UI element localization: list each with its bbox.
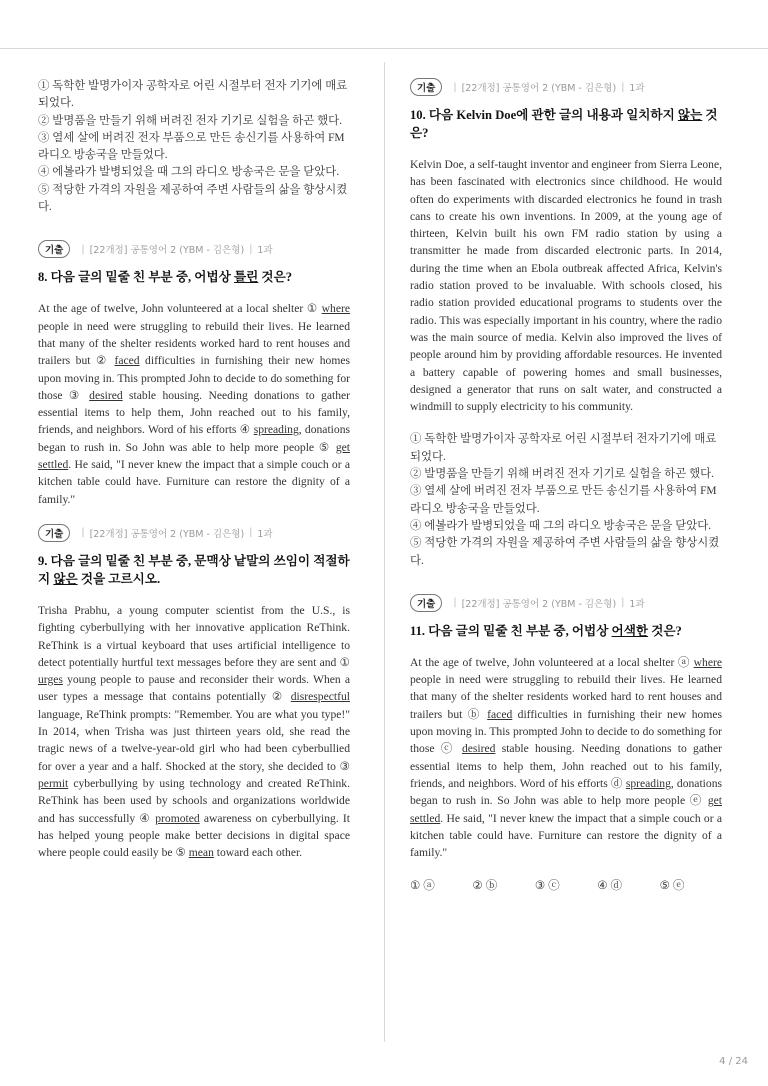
q8-title: 8. 다음 글의 밑줄 친 부분 중, 어법상 틀린 것은? <box>38 270 293 285</box>
left-column <box>38 78 350 877</box>
option-1: ① 독학한 발명가이자 공학자로 어린 시절부터 전자기기에 매료되었다. <box>410 433 717 463</box>
q7-options <box>38 78 350 216</box>
curriculum-label: [22개정] <box>461 598 500 610</box>
textbook-label: 공통영어 2 (YBM - 김은형) <box>502 83 617 94</box>
choice-1[interactable]: ① ⓐ <box>410 879 435 893</box>
q8-source-tag: 기출 | [22개정] 공통영어 2 (YBM - 김은형) | 1과 <box>38 240 350 258</box>
q9-passage: Trisha Prabhu, a young computer scientist from the U.S., is fighting cyberbullying with her innovative application ReThink. ReThink is a virtual keyboard that uses artificial intelligence to detect potentially hurtful text messages before they are sent and ① urges young people to pause and reconsider their words. When a user types a message that contains potentially ② disrespectful language, ReThink prompts: "Remember. You are what you type!" In 2014, when Trisha was just thirteen years old, she read the tragic news of a twelve-year-old girl who had been cyberbullied for over a year and a half. Shocked at the story, she decided to ③ permit cyberbullying by using technology and created ReThink. ReThink has been used by schools and organizations worldwide and has successfully ④ promoted awareness on cyberbullying. It has helped young people make better decisions in digital space where people could easily be ⑤ mean toward each other. <box>38 603 350 860</box>
exam-badge: 기출 <box>38 524 70 542</box>
q10-passage: Kelvin Doe, a self-taught inventor and engineer from Sierra Leone, has been fascinated with electronics since childhood. He would often do experiments with discarded electronics he found in trash cans to create his own inventions. In 2009, at the young age of thirteen, Kelvin built his own FM radio station by using a transmitter he made from discarded electronic parts. In 2014, during the time when an Ebola outbreak affected Africa, Kelvin's radio station proved to be invaluable. With schools closed, his radio station provided educational programs to students over the radio. This was especially important in his country, where the radio was the main source of media. Kelvin also improved the lives of people around him by providing affordable resources. He invented a battery capable of powering homes and small businesses, designed a generator that runs on salt water, and constructed a windmill to supply electricity to his community. <box>410 158 722 414</box>
choice-3[interactable]: ③ ⓒ <box>534 879 560 893</box>
option-3: ③ 열세 살에 버려진 전자 부품으로 만든 송신기를 사용하여 FM 라디오 방송국을 만들었다. <box>410 485 717 515</box>
lesson-label: 1과 <box>629 598 645 610</box>
q9-source-tag: 기출 | [22개정] 공통영어 2 (YBM - 김은형) | 1과 <box>38 524 350 542</box>
option-4: ④ 에볼라가 발병되었을 때 그의 라디오 방송국은 문을 닫았다. <box>38 166 340 179</box>
textbook-label: 공통영어 2 (YBM - 김은형) <box>502 598 617 610</box>
exam-badge: 기출 <box>410 594 442 612</box>
q10-options <box>410 431 722 569</box>
exam-badge: 기출 <box>410 78 442 96</box>
option-5: ⑤ 적당한 가격의 자원을 제공하여 주변 사람들의 삶을 향상시켰다. <box>38 183 348 214</box>
option-2: ② 발명품을 만들기 위해 버려진 전자 기기로 실험을 하곤 했다. <box>38 114 342 127</box>
curriculum-label: [22개정] <box>461 83 500 94</box>
q11-source-tag: 기출 | [22개정] 공통영어 2 (YBM - 김은형) | 1과 <box>410 594 722 612</box>
q11-choices <box>410 877 722 893</box>
lesson-label: 1과 <box>629 83 645 94</box>
exam-badge: 기출 <box>38 240 70 258</box>
textbook-label: 공통영어 2 (YBM - 김은형) <box>130 245 245 257</box>
textbook-label: 공통영어 2 (YBM - 김은형) <box>130 528 245 540</box>
header-divider <box>0 48 768 49</box>
column-divider <box>384 62 385 1042</box>
choice-5[interactable]: ⑤ ⓔ <box>659 879 685 893</box>
option-1: ① 독학한 발명가이자 공학자로 어린 시절부터 전자 기기에 매료되었다. <box>38 80 348 110</box>
page-number: 4 / 24 <box>719 1056 748 1067</box>
option-4: ④ 에볼라가 발병되었을 때 그의 라디오 방송국은 문을 닫았다. <box>410 519 712 532</box>
curriculum-label: [22개정] <box>89 528 128 540</box>
right-column <box>410 78 722 893</box>
choice-4[interactable]: ④ ⓓ <box>597 879 623 893</box>
q11-title: 11. 다음 글의 밑줄 친 부분 중, 어법상 어색한 것은? <box>410 623 682 638</box>
q10-title: 10. 다음 Kelvin Doe에 관한 글의 내용과 일치하지 않는 것은? <box>410 108 718 140</box>
q10-source-tag: 기출 | [22개정] 공통영어 2 (YBM - 김은형) | 1과 <box>410 78 722 96</box>
curriculum-label: [22개정] <box>89 245 128 257</box>
q8-passage: At the age of twelve, John volunteered at a local shelter ① where people in need were struggling to rebuild their lives. He learned that many of the shelter residents worked hard to rent houses and trailers but ② faced difficulties in furnishing their new homes upon moving in. This prompted John to decide to do something for those ③ desired stable housing. Needing donations to gather essential items to help them, John reached out to his family, friends, and neighbors. Word of his efforts ④ spreading, donations began to rush in. So John was able to help more people ⑤ get settled. He said, "I never knew the impact that a simple couch or a kitchen table could have. Furniture can restore the dignity of a family." <box>38 302 351 506</box>
q9-title: 9. 다음 글의 밑줄 친 부분 중, 문맥상 낱말의 쓰임이 적절하지 않은 것을 고르시오. <box>38 553 350 586</box>
lesson-label: 1과 <box>257 245 273 257</box>
q11-passage: At the age of twelve, John volunteered at a local shelter ⓐ where people in need were struggling to rebuild their lives. He learned that many of the shelter residents worked hard to rent houses and trailers but ⓑ faced difficulties in furnishing their new homes upon moving in. This prompted John to decide to do something for those ⓒ desired stable housing. Needing donations to gather essential items to help them, John reached out to his family, friends, and neighbors. Word of his efforts ⓓ spreading, donations began to rush in. So John was able to help more people ⓔ get settled. He said, "I never knew the impact that a simple couch or a kitchen table could have. Furniture can restore the dignity of a family." <box>410 655 723 860</box>
option-5: ⑤ 적당한 가격의 자원을 제공하여 주변 사람들의 삶을 향상시켰다. <box>410 537 720 567</box>
option-2: ② 발명품을 만들기 위해 버려진 전자 기기로 실험을 하곤 했다. <box>410 468 714 481</box>
choice-2[interactable]: ② ⓑ <box>472 879 498 893</box>
option-3: ③ 열세 살에 버려진 전자 부품으로 만든 송신기를 사용하여 FM 라디오 방송국을 만들었다. <box>38 131 345 162</box>
lesson-label: 1과 <box>257 528 273 540</box>
